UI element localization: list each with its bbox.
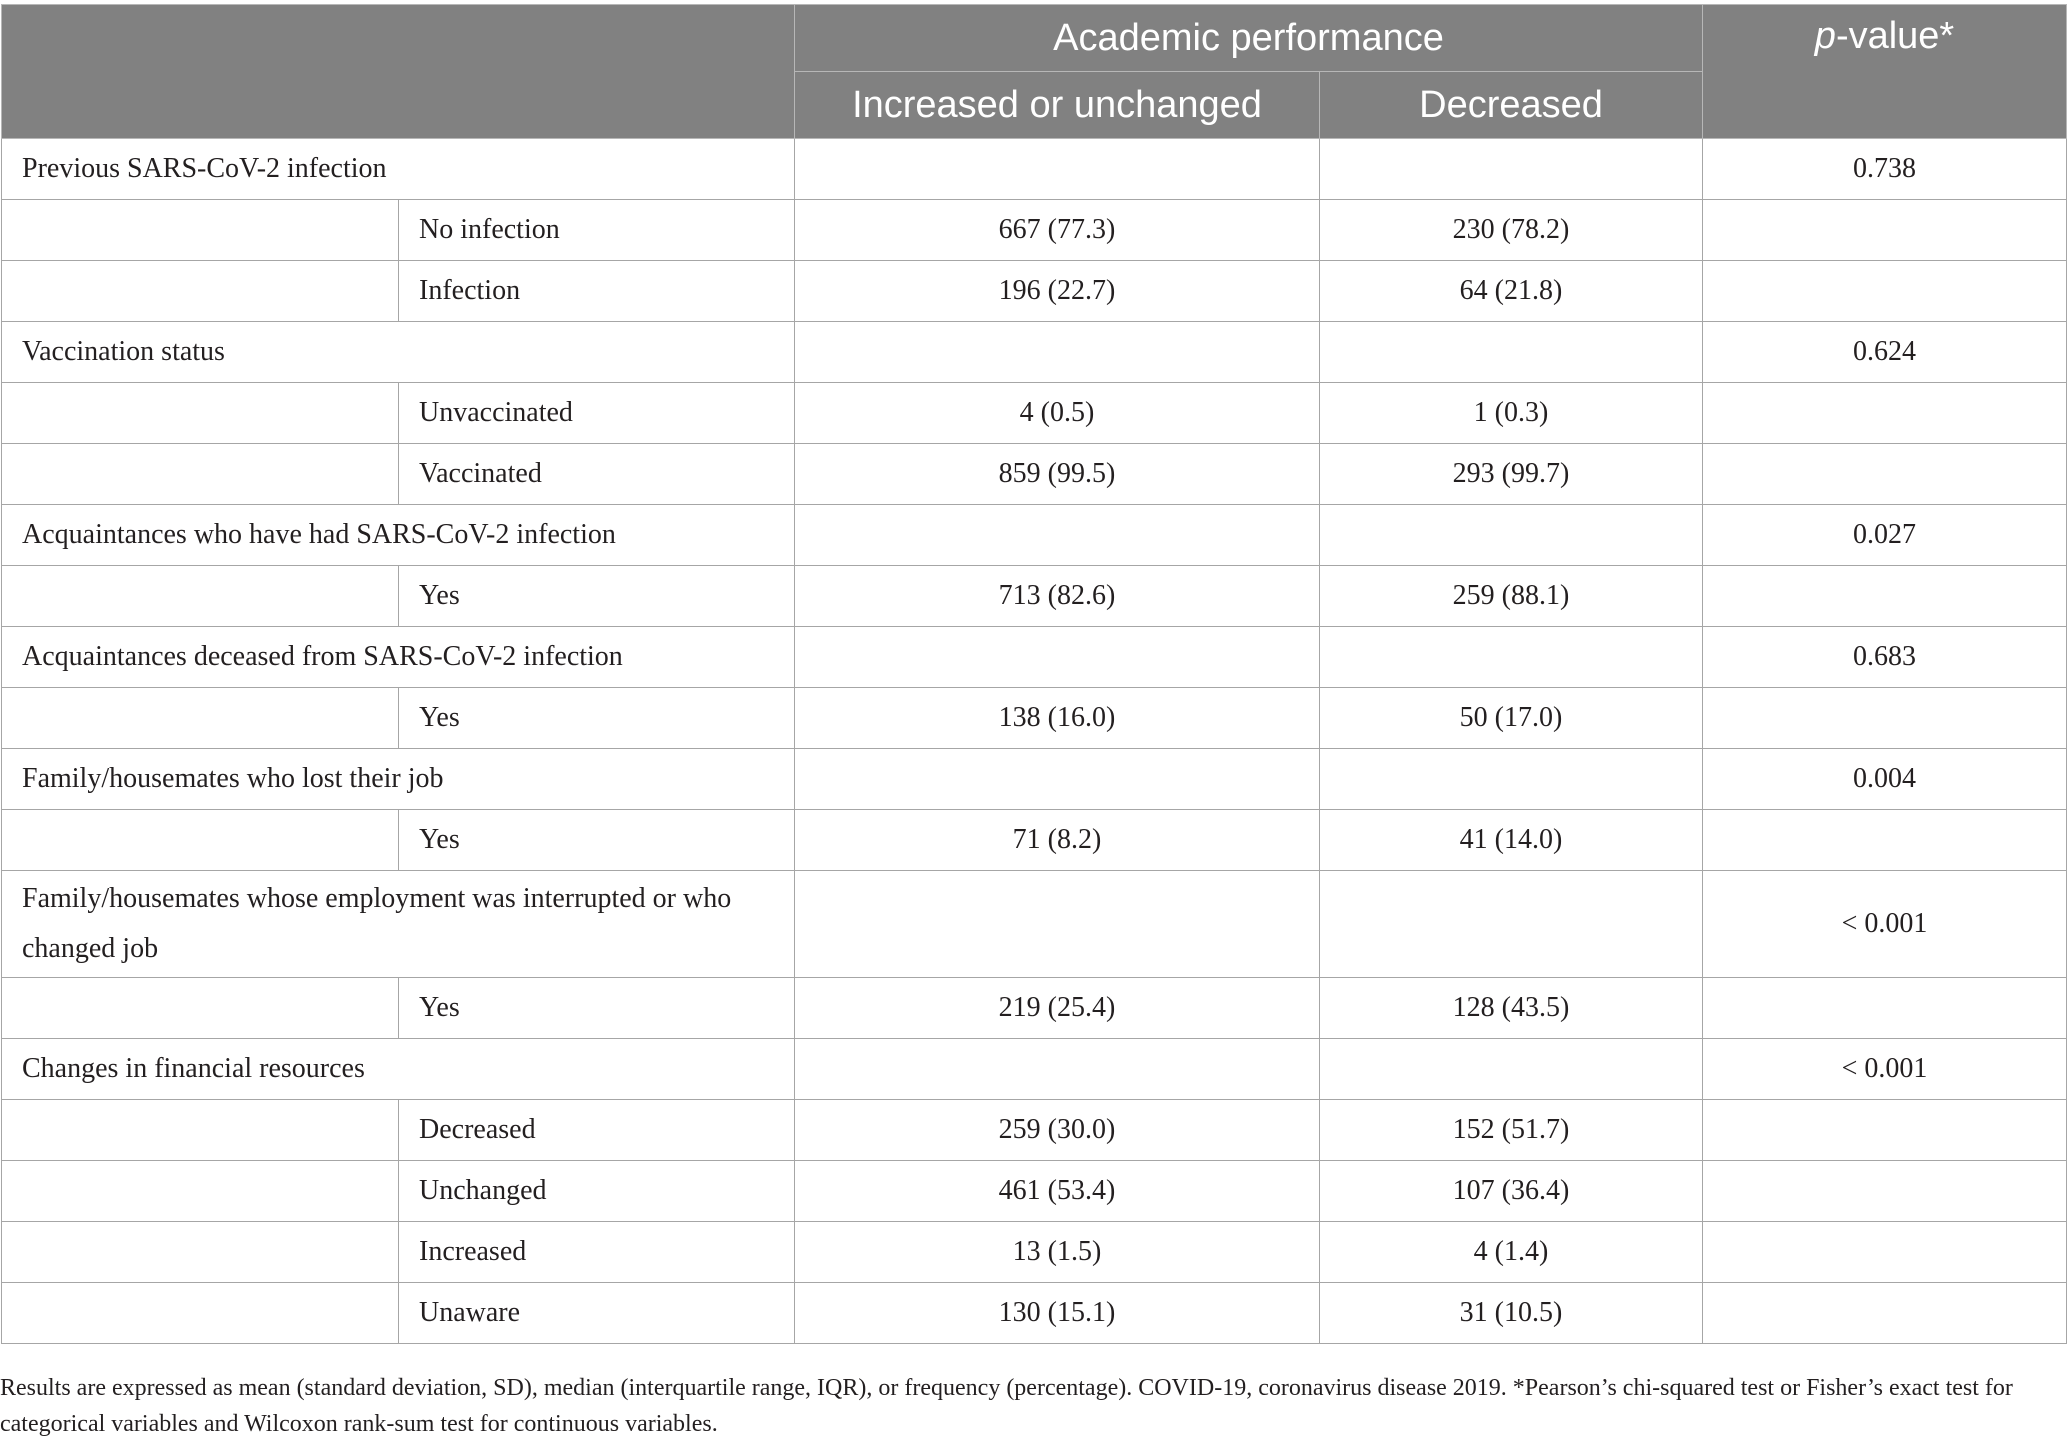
category-label: Infection <box>399 261 795 322</box>
category-label: Unaware <box>399 1283 795 1344</box>
table-row <box>2 1161 2067 1222</box>
header-academic-performance: Academic performance <box>795 5 1703 72</box>
p-value <box>1703 688 2067 749</box>
indent-cell <box>2 1222 399 1283</box>
increased-value <box>795 322 1320 383</box>
increased-value: 667 (77.3) <box>795 200 1320 261</box>
increased-value <box>795 749 1320 810</box>
decreased-value: 230 (78.2) <box>1320 200 1703 261</box>
p-value <box>1703 1100 2067 1161</box>
table-row <box>2 505 2067 566</box>
increased-value <box>795 139 1320 200</box>
category-label: Decreased <box>399 1100 795 1161</box>
table-row <box>2 566 2067 627</box>
increased-value: 13 (1.5) <box>795 1222 1320 1283</box>
decreased-value: 64 (21.8) <box>1320 261 1703 322</box>
header-blank-cell <box>2 5 795 139</box>
increased-value: 713 (82.6) <box>795 566 1320 627</box>
header-decreased: Decreased <box>1320 72 1703 139</box>
increased-value: 461 (53.4) <box>795 1161 1320 1222</box>
increased-value <box>795 871 1320 978</box>
variable-label: Acquaintances deceased from SARS-CoV-2 infection <box>2 627 795 688</box>
p-value <box>1703 1161 2067 1222</box>
increased-value <box>795 627 1320 688</box>
increased-value: 859 (99.5) <box>795 444 1320 505</box>
decreased-value: 293 (99.7) <box>1320 444 1703 505</box>
increased-value <box>795 1039 1320 1100</box>
indent-cell <box>2 1283 399 1344</box>
decreased-value: 31 (10.5) <box>1320 1283 1703 1344</box>
table-row <box>2 978 2067 1039</box>
table-body <box>2 139 2067 1344</box>
p-value <box>1703 383 2067 444</box>
indent-cell <box>2 444 399 505</box>
indent-cell <box>2 688 399 749</box>
table-row <box>2 871 2067 978</box>
p-value <box>1703 200 2067 261</box>
increased-value: 4 (0.5) <box>795 383 1320 444</box>
increased-value: 259 (30.0) <box>795 1100 1320 1161</box>
decreased-value: 152 (51.7) <box>1320 1100 1703 1161</box>
decreased-value: 259 (88.1) <box>1320 566 1703 627</box>
table-footnote: Results are expressed as mean (standard deviation, SD), median (interquartile range, IQR), or frequency (percentage). COVID-19, coronavirus disease 2019. *Pearson’s chi-squared test or Fisher’s exact test for categorical variables and Wilcoxon rank-sum test for continuous variables. <box>0 1375 2013 1437</box>
p-value <box>1703 1283 2067 1344</box>
p-value: 0.738 <box>1703 139 2067 200</box>
header-p-value-italic: p <box>1814 15 1836 57</box>
table-row <box>2 749 2067 810</box>
table-row <box>2 688 2067 749</box>
decreased-value <box>1320 627 1703 688</box>
table-row <box>2 261 2067 322</box>
table-row <box>2 139 2067 200</box>
category-label: Yes <box>399 688 795 749</box>
indent-cell <box>2 383 399 444</box>
increased-value: 71 (8.2) <box>795 810 1320 871</box>
increased-value: 138 (16.0) <box>795 688 1320 749</box>
header-p-value <box>1703 5 2067 139</box>
header-p-value-rest: -value* <box>1835 15 1955 57</box>
increased-value: 219 (25.4) <box>795 978 1320 1039</box>
decreased-value <box>1320 505 1703 566</box>
decreased-value: 1 (0.3) <box>1320 383 1703 444</box>
indent-cell <box>2 261 399 322</box>
p-value: < 0.001 <box>1703 1039 2067 1100</box>
table-row <box>2 200 2067 261</box>
p-value: 0.027 <box>1703 505 2067 566</box>
table-row <box>2 444 2067 505</box>
category-label: Yes <box>399 810 795 871</box>
decreased-value <box>1320 1039 1703 1100</box>
increased-value <box>795 505 1320 566</box>
variable-label: Family/housemates whose employment was interrupted or who changed job <box>2 871 795 978</box>
indent-cell <box>2 566 399 627</box>
table-row <box>2 810 2067 871</box>
variable-label: Vaccination status <box>2 322 795 383</box>
p-value <box>1703 566 2067 627</box>
variable-label: Acquaintances who have had SARS-CoV-2 infection <box>2 505 795 566</box>
category-label: Unchanged <box>399 1161 795 1222</box>
category-label: Unvaccinated <box>399 383 795 444</box>
p-value <box>1703 1222 2067 1283</box>
table-row <box>2 322 2067 383</box>
increased-value: 130 (15.1) <box>795 1283 1320 1344</box>
indent-cell <box>2 1100 399 1161</box>
variable-label: Family/housemates who lost their job <box>2 749 795 810</box>
p-value <box>1703 444 2067 505</box>
decreased-value <box>1320 749 1703 810</box>
category-label: Vaccinated <box>399 444 795 505</box>
p-value <box>1703 810 2067 871</box>
indent-cell <box>2 1161 399 1222</box>
indent-cell <box>2 200 399 261</box>
increased-value: 196 (22.7) <box>795 261 1320 322</box>
table-row <box>2 1039 2067 1100</box>
p-value: 0.624 <box>1703 322 2067 383</box>
results-table <box>1 4 2067 1344</box>
decreased-value <box>1320 322 1703 383</box>
table-row <box>2 627 2067 688</box>
table-row <box>2 1222 2067 1283</box>
header-increased-or-unchanged: Increased or unchanged <box>795 72 1320 139</box>
table-row <box>2 1100 2067 1161</box>
decreased-value <box>1320 871 1703 978</box>
category-label: Yes <box>399 566 795 627</box>
category-label: Increased <box>399 1222 795 1283</box>
p-value <box>1703 978 2067 1039</box>
category-label: No infection <box>399 200 795 261</box>
results-table-container <box>0 4 2067 1344</box>
table-header <box>2 5 2067 139</box>
table-row <box>2 383 2067 444</box>
variable-label: Previous SARS-CoV-2 infection <box>2 139 795 200</box>
decreased-value: 107 (36.4) <box>1320 1161 1703 1222</box>
p-value <box>1703 261 2067 322</box>
indent-cell <box>2 978 399 1039</box>
category-label: Yes <box>399 978 795 1039</box>
variable-label: Changes in financial resources <box>2 1039 795 1100</box>
p-value: < 0.001 <box>1703 871 2067 978</box>
indent-cell <box>2 810 399 871</box>
table-row <box>2 1283 2067 1344</box>
decreased-value: 50 (17.0) <box>1320 688 1703 749</box>
decreased-value: 41 (14.0) <box>1320 810 1703 871</box>
p-value: 0.683 <box>1703 627 2067 688</box>
decreased-value <box>1320 139 1703 200</box>
p-value: 0.004 <box>1703 749 2067 810</box>
decreased-value: 4 (1.4) <box>1320 1222 1703 1283</box>
decreased-value: 128 (43.5) <box>1320 978 1703 1039</box>
